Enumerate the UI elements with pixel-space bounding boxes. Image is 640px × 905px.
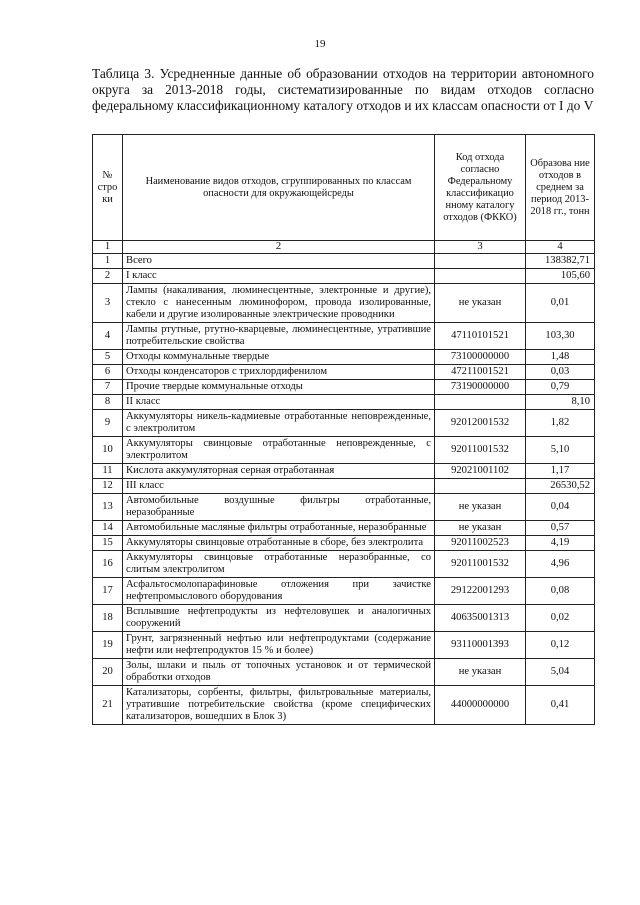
row-number-cell: 5 [93,350,123,365]
row-number-cell: 4 [93,323,123,350]
table-row [93,686,595,725]
row-value-cell: 0,03 [526,365,595,380]
row-number-cell: 11 [93,464,123,479]
row-code-cell: 92011002523 [435,536,526,551]
row-code-cell: не указан [435,494,526,521]
header-num: № стро ки [93,135,123,241]
row-code-cell: 44000000000 [435,686,526,725]
row-number-cell: 10 [93,437,123,464]
row-code-cell: 47211001521 [435,365,526,380]
row-name-cell: Грунт, загрязненный нефтью или нефтепродуктами (содержание нефти или нефтепродуктов 15 % и более) [123,632,435,659]
row-value-cell: 1,17 [526,464,595,479]
row-code-cell [435,269,526,284]
page-number: 19 [314,38,326,50]
table-row [93,578,595,605]
row-code-cell: не указан [435,659,526,686]
row-value-cell: 0,08 [526,578,595,605]
row-code-cell: 92012001532 [435,410,526,437]
table-caption: Таблица 3. Усредненные данные об образовании отходов на территории автономного округа за 2013-2018 годы, систематизированные по видам отходов согласно федеральному классификационному каталогу отходов и их классам опасности от I до V [92,66,594,113]
row-code-cell: 73100000000 [435,350,526,365]
row-code-cell: 47110101521 [435,323,526,350]
row-name-cell: Кислота аккумуляторная серная отработанная [123,464,435,479]
table-row [93,365,595,380]
row-code-cell: 40635001313 [435,605,526,632]
row-code-cell: 73190000000 [435,380,526,395]
row-name-cell: Аккумуляторы свинцовые отработанные неповрежденные, с электролитом [123,437,435,464]
table-row [93,494,595,521]
row-number-cell: 12 [93,479,123,494]
row-value-cell: 0,01 [526,284,595,323]
row-name-cell: III класс [123,479,435,494]
row-name-cell: Прочие твердые коммунальные отходы [123,380,435,395]
row-number-cell: 14 [93,521,123,536]
table-row [93,323,595,350]
row-value-cell: 0,04 [526,494,595,521]
row-value-cell: 5,04 [526,659,595,686]
row-number-cell: 2 [93,269,123,284]
row-name-cell: I класс [123,269,435,284]
row-value-cell: 0,02 [526,605,595,632]
row-code-cell: не указан [435,284,526,323]
row-code-cell: 93110001393 [435,632,526,659]
row-value-cell: 138382,71 [526,254,595,269]
row-number-cell: 7 [93,380,123,395]
row-number-cell: 19 [93,632,123,659]
table-row [93,521,595,536]
row-name-cell: Асфальтосмолопарафиновые отложения при зачистке нефтепромыслового оборудования [123,578,435,605]
row-value-cell: 0,57 [526,521,595,536]
row-value-cell: 5,10 [526,437,595,464]
row-code-cell: 92011001532 [435,551,526,578]
row-value-cell: 0,79 [526,380,595,395]
table-header-row [93,135,595,241]
table-row [93,410,595,437]
row-number-cell: 6 [93,365,123,380]
row-value-cell: 1,48 [526,350,595,365]
row-name-cell: Автомобильные масляные фильтры отработанные, неразобранные [123,521,435,536]
row-value-cell: 8,10 [526,395,595,410]
row-name-cell: Лампы ртутные, ртутно-кварцевые, люминесцентные, утратившие потребительские свойства [123,323,435,350]
table-row [93,395,595,410]
row-value-cell: 26530,52 [526,479,595,494]
row-name-cell: Лампы (накаливания, люминесцентные, электронные и другие), стекло с нанесенным люминофором, провода изолированные, кабели и другие изолированные электрические проводники [123,284,435,323]
row-code-cell: не указан [435,521,526,536]
row-value-cell: 103,30 [526,323,595,350]
table-row [93,437,595,464]
row-name-cell: Аккумуляторы свинцовые отработанные в сборе, без электролита [123,536,435,551]
row-number-cell: 3 [93,284,123,323]
row-number-cell: 18 [93,605,123,632]
row-code-cell [435,479,526,494]
index-cell: 2 [123,241,435,254]
row-number-cell: 8 [93,395,123,410]
row-number-cell: 16 [93,551,123,578]
row-value-cell: 105,60 [526,269,595,284]
row-value-cell: 0,41 [526,686,595,725]
header-value: Образова ние отходов в среднем за период 2013-2018 гг., тонн [526,135,595,241]
index-cell: 3 [435,241,526,254]
table-row [93,605,595,632]
row-number-cell: 9 [93,410,123,437]
row-name-cell: Автомобильные воздушные фильтры отработанные, неразобранные [123,494,435,521]
row-name-cell: Аккумуляторы свинцовые отработанные неразобранные, со слитым электролитом [123,551,435,578]
row-name-cell: Золы, шлаки и пыль от топочных установок и от термической обработки отходов [123,659,435,686]
row-name-cell: Всплывшие нефтепродукты из нефтеловушек и аналогичных сооружений [123,605,435,632]
row-name-cell: Аккумуляторы никель-кадмиевые отработанные неповрежденные, с электролитом [123,410,435,437]
row-number-cell: 1 [93,254,123,269]
row-value-cell: 1,82 [526,410,595,437]
row-number-cell: 13 [93,494,123,521]
table-row [93,536,595,551]
row-code-cell: 92011001532 [435,437,526,464]
table-row [93,269,595,284]
table-row [93,632,595,659]
row-code-cell: 92021001102 [435,464,526,479]
row-number-cell: 17 [93,578,123,605]
table-row [93,254,595,269]
row-name-cell: Отходы коммунальные твердые [123,350,435,365]
table-row [93,464,595,479]
row-code-cell: 29122001293 [435,578,526,605]
table-row [93,659,595,686]
row-name-cell: Катализаторы, сорбенты, фильтры, фильтровальные материалы, утратившие потребительские свойства (кроме специфических катализаторов, вошедших в Блок 3) [123,686,435,725]
table-row [93,479,595,494]
row-name-cell: Отходы конденсаторов с трихлордифенилом [123,365,435,380]
table-row [93,284,595,323]
row-code-cell [435,254,526,269]
index-cell: 1 [93,241,123,254]
row-number-cell: 15 [93,536,123,551]
row-value-cell: 0,12 [526,632,595,659]
row-value-cell: 4,96 [526,551,595,578]
header-code: Код отхода согласно Федеральному классификацио нному каталогу отходов (ФККО) [435,135,526,241]
waste-table [92,134,595,725]
row-name-cell: II класс [123,395,435,410]
table-row [93,380,595,395]
index-cell: 4 [526,241,595,254]
row-name-cell: Всего [123,254,435,269]
table-row [93,551,595,578]
row-code-cell [435,395,526,410]
row-number-cell: 21 [93,686,123,725]
row-number-cell: 20 [93,659,123,686]
header-name: Наименование видов отходов, сгруппированных по классам опасности для окружающейсреды [123,135,435,241]
row-value-cell: 4,19 [526,536,595,551]
table-index-row [93,241,595,254]
table-row [93,350,595,365]
